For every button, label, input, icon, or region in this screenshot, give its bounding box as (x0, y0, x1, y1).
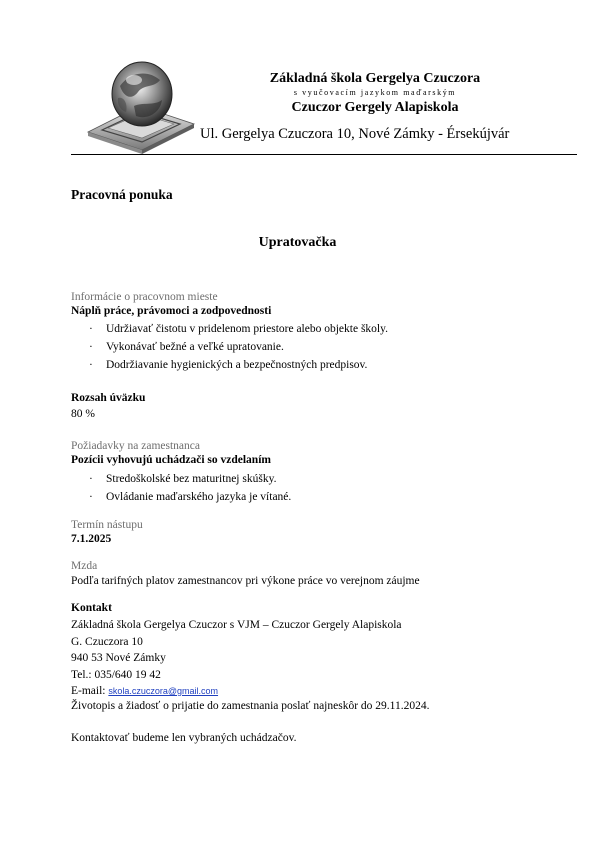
job-info-label: Informácie o pracovnom mieste (71, 291, 218, 303)
contact-org: Základná škola Gergelya Czuczor s VJM – Czuczor Gergely Alapiskola (71, 619, 402, 631)
requirement-item: Ovládanie maďarského jazyka je vítané. (106, 491, 292, 503)
contact-street: G. Czuczora 10 (71, 636, 143, 648)
bullet: · (89, 359, 93, 371)
school-name: Základná škola Gergelya Czuczora (269, 71, 481, 86)
duty-item: Dodržiavanie hygienických a bezpečnostných predpisov. (106, 359, 368, 371)
contact-city: 940 53 Nové Zámky (71, 652, 166, 664)
start-label: Termín nástupu (71, 519, 143, 531)
school-address: Ul. Gergelya Czuczora 10, Nové Zámky - Érsekújvár (200, 126, 510, 142)
bullet: · (89, 491, 93, 503)
contact-phone: Tel.: 035/640 19 42 (71, 669, 161, 681)
header-divider (71, 154, 577, 155)
email-link[interactable]: skola.czuczora@gmail.com (108, 686, 219, 696)
bullet: · (89, 473, 93, 485)
duty-item: Udržiavať čistotu v pridelenom priestore alebo objekte školy. (106, 323, 389, 335)
school-subtitle: s vyučovacím jazykom maďarským (293, 88, 457, 97)
salary-value: Podľa tarifných platov zamestnancov pri výkone práce vo verejnom záujme (71, 575, 420, 587)
workload-value: 80 % (71, 408, 95, 420)
school-logo-emblem (84, 58, 196, 154)
application-deadline: Životopis a žiadosť o prijatie do zamestnania poslať najneskôr do 29.11.2024. (71, 700, 430, 712)
start-value: 7.1.2025 (71, 533, 112, 545)
salary-label: Mzda (71, 560, 98, 572)
requirements-title: Pozícii vyhovujú uchádzači so vzdelaním (71, 454, 271, 466)
email-label: E-mail: (71, 685, 109, 697)
bullet: · (89, 341, 93, 353)
position-title: Upratovačka (258, 235, 337, 250)
offer-heading: Pracovná ponuka (71, 187, 173, 202)
bullet: · (89, 323, 93, 335)
requirements-label: Požiadavky na zamestnanca (71, 440, 200, 452)
duties-title: Náplň práce, právomoci a zodpovednosti (71, 305, 272, 317)
school-name-hungarian: Czuczor Gergely Alapiskola (291, 100, 459, 115)
requirement-item: Stredoškolské bez maturitnej skúšky. (106, 473, 277, 485)
duty-item: Vykonávať bežné a veľké upratovanie. (106, 341, 284, 353)
contact-title: Kontakt (71, 602, 112, 614)
workload-title: Rozsah úväzku (71, 392, 146, 404)
contact-note: Kontaktovať budeme len vybraných uchádzačov. (71, 732, 297, 744)
contact-email-row (71, 684, 218, 698)
